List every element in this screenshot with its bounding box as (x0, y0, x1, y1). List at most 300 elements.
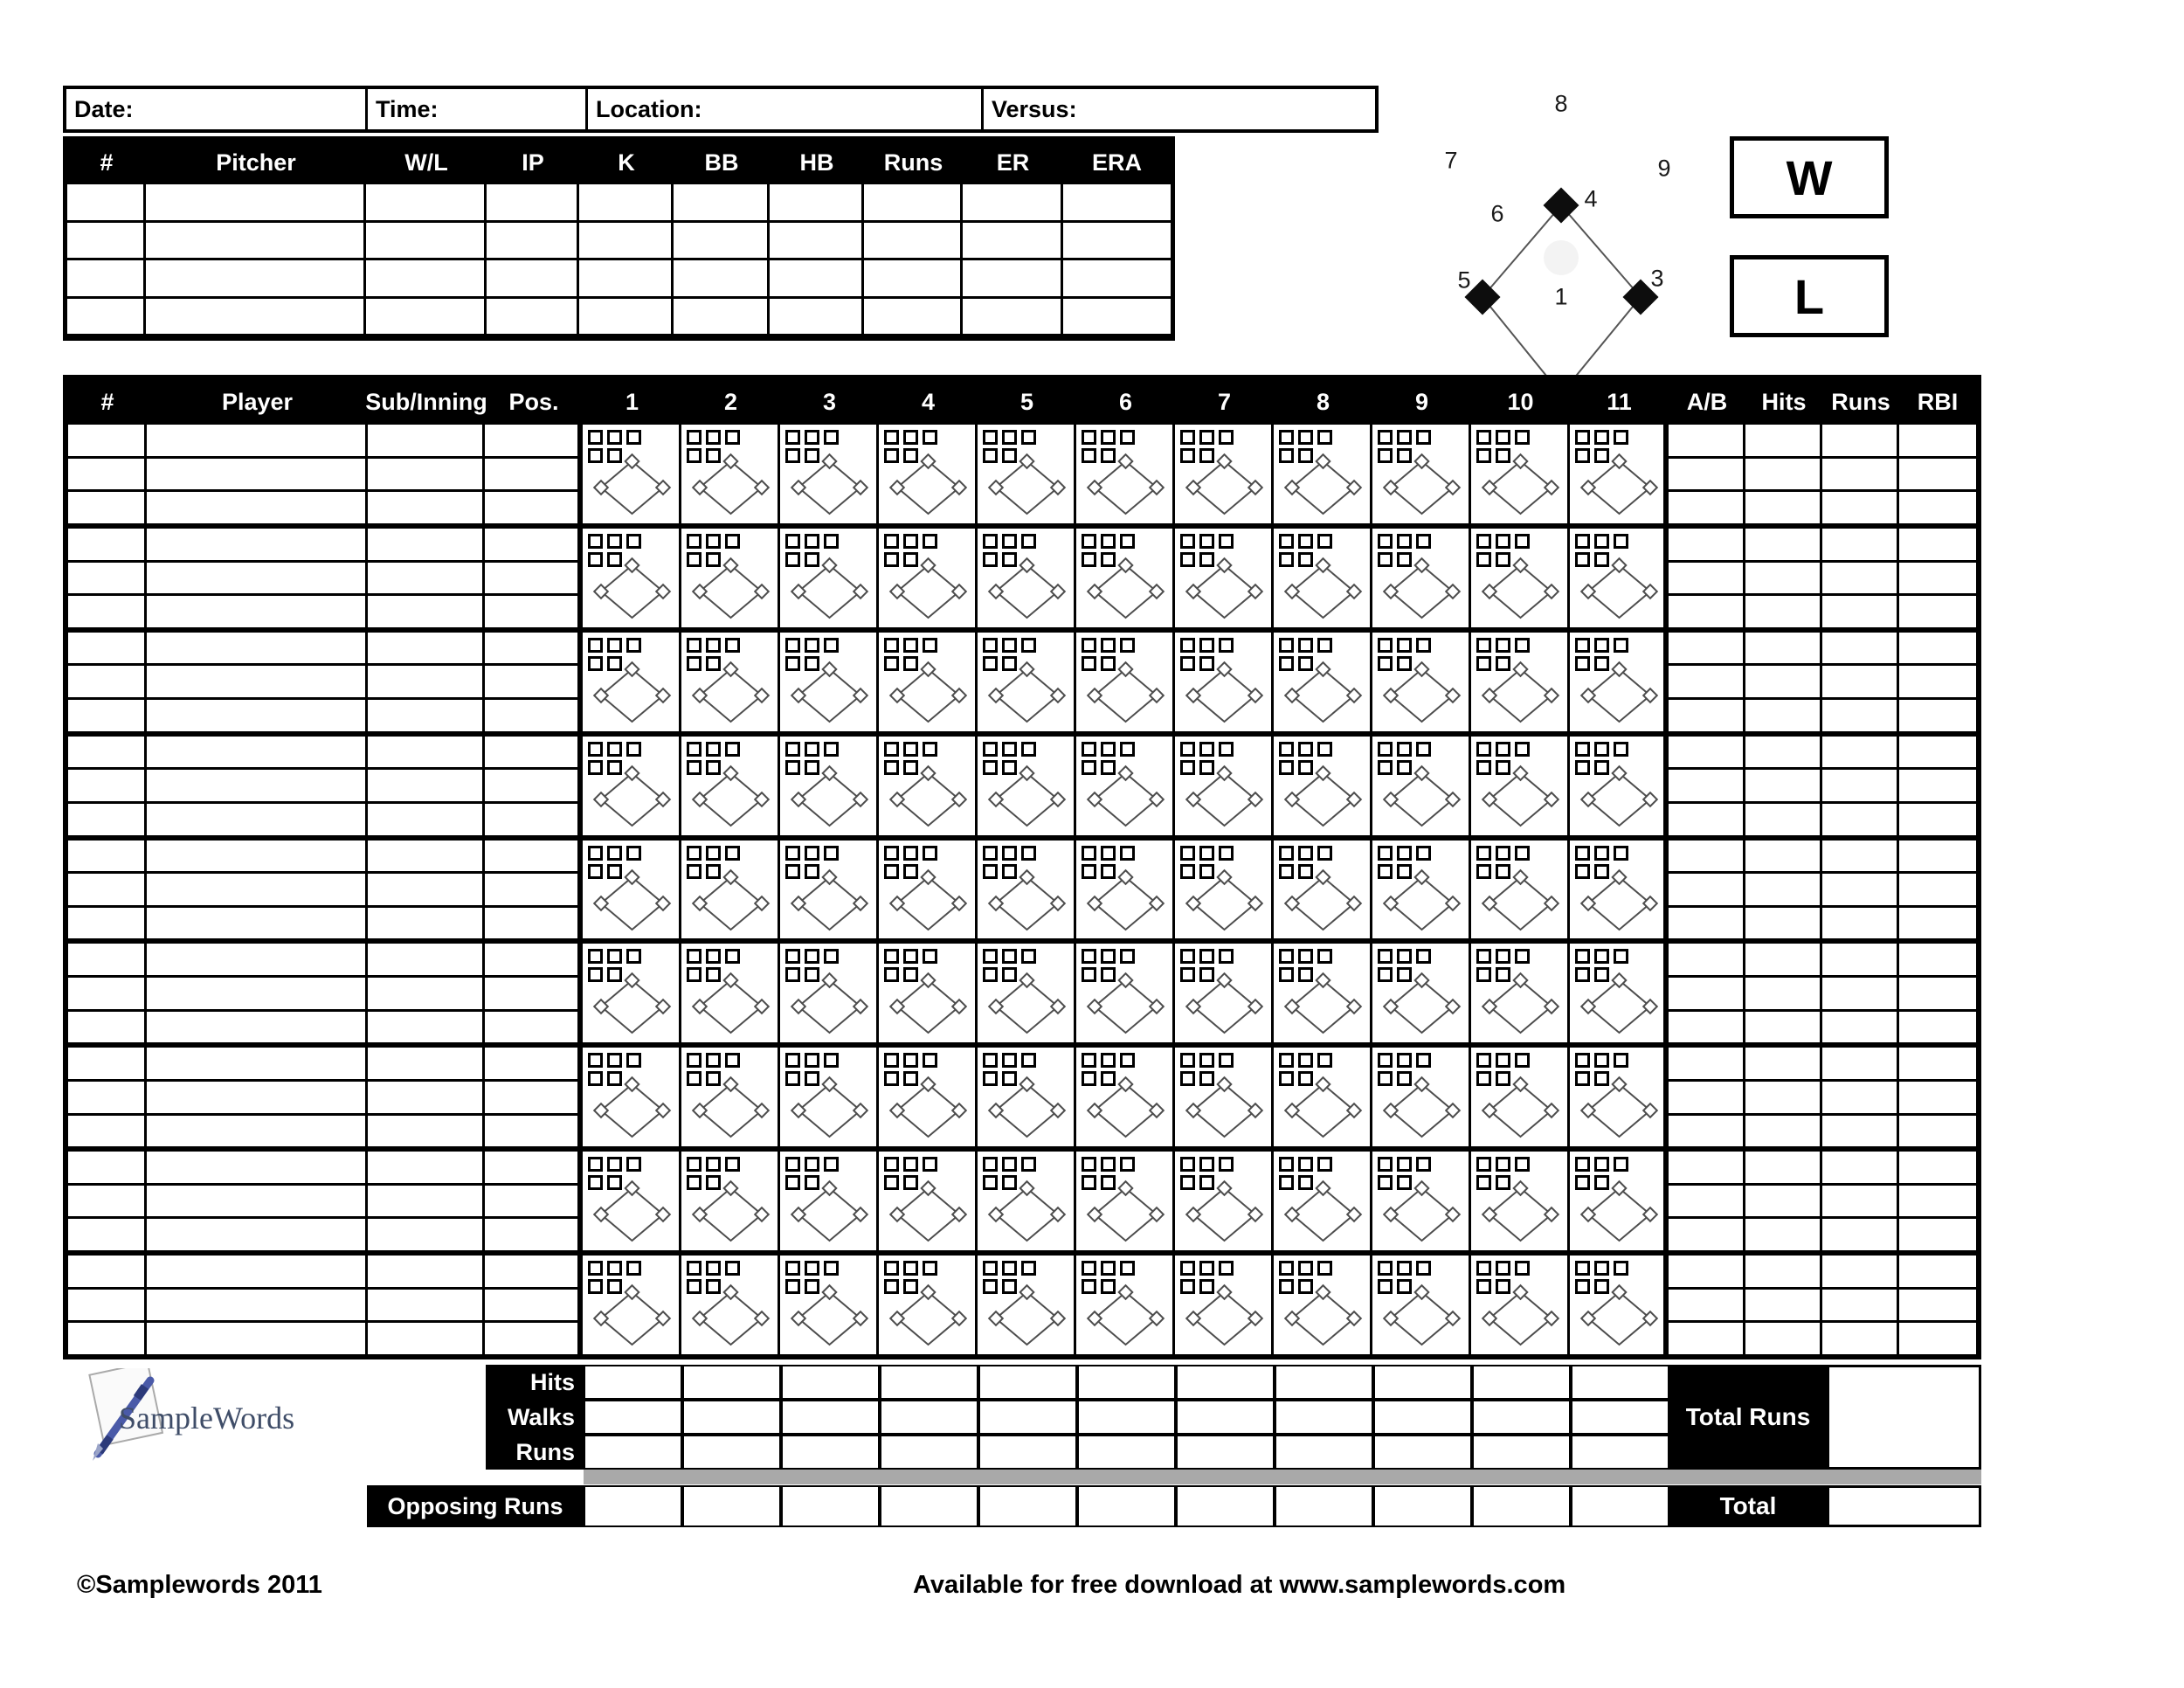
player-number-cell[interactable] (68, 874, 144, 908)
pitch-count-box[interactable] (588, 430, 603, 445)
pitch-count-box[interactable] (588, 1053, 603, 1068)
pitch-count-box[interactable] (706, 760, 721, 775)
pitcher-cell[interactable] (67, 299, 146, 337)
opposing-runs-cell[interactable] (1472, 1485, 1571, 1527)
pitch-count-box[interactable] (1101, 656, 1116, 671)
inning-scoring-cell[interactable] (583, 1152, 681, 1250)
player-name-cell[interactable] (147, 529, 365, 563)
at-bats-cell[interactable] (1669, 1290, 1743, 1324)
inning-summary-cell[interactable] (1176, 1435, 1275, 1470)
pitch-count-box[interactable] (1378, 552, 1393, 567)
inning-scoring-cell[interactable] (879, 1152, 978, 1250)
inning-summary-cell[interactable] (584, 1435, 682, 1470)
inning-summary-cell[interactable] (781, 1400, 880, 1435)
pitch-count-box[interactable] (1594, 846, 1609, 861)
player-name-cell[interactable] (147, 596, 365, 627)
inning-scoring-cell[interactable] (1076, 1152, 1175, 1250)
position-cell[interactable] (485, 563, 577, 597)
player-number-cell[interactable] (68, 1219, 144, 1250)
player-name-cell[interactable] (147, 1082, 365, 1116)
sub-inning-cell[interactable] (368, 633, 482, 667)
pitch-count-box[interactable] (903, 846, 918, 861)
hits-cell[interactable] (1745, 1219, 1820, 1250)
inning-scoring-cell[interactable] (978, 841, 1076, 939)
pitch-count-box[interactable] (1101, 430, 1116, 445)
pitch-count-box[interactable] (1594, 448, 1609, 463)
pitch-count-box[interactable] (1397, 1279, 1412, 1294)
inning-scoring-cell[interactable] (1372, 737, 1471, 835)
pitch-count-box[interactable] (626, 742, 641, 757)
pitcher-cell[interactable] (67, 223, 146, 261)
pitch-count-box[interactable] (983, 1053, 998, 1068)
player-name-cell[interactable] (147, 1186, 365, 1220)
pitch-count-box[interactable] (1002, 1053, 1017, 1068)
pitch-count-box[interactable] (785, 967, 800, 982)
inning-summary-cell[interactable] (1373, 1400, 1472, 1435)
pitch-count-box[interactable] (1021, 949, 1036, 964)
inning-scoring-cell[interactable] (1372, 841, 1471, 939)
pitch-count-box[interactable] (1378, 967, 1393, 982)
pitch-count-box[interactable] (1002, 742, 1017, 757)
pitch-count-box[interactable] (1575, 638, 1590, 653)
pitch-count-box[interactable] (1120, 742, 1135, 757)
pitch-count-box[interactable] (1317, 534, 1332, 549)
pitch-count-box[interactable] (1180, 864, 1195, 879)
player-number-cell[interactable] (68, 1048, 144, 1082)
pitch-count-box[interactable] (884, 1175, 899, 1190)
pitch-count-box[interactable] (1378, 742, 1393, 757)
pitch-count-box[interactable] (1397, 534, 1412, 549)
pitch-count-box[interactable] (1279, 864, 1294, 879)
inning-summary-cell[interactable] (1077, 1400, 1176, 1435)
player-name-cell[interactable] (147, 492, 365, 523)
pitch-count-box[interactable] (1575, 864, 1590, 879)
pitch-count-box[interactable] (1002, 967, 1017, 982)
runs-cell[interactable] (1822, 978, 1897, 1012)
pitch-count-box[interactable] (1101, 1053, 1116, 1068)
pitch-count-box[interactable] (588, 534, 603, 549)
position-cell[interactable] (485, 596, 577, 627)
pitch-count-box[interactable] (1378, 1071, 1393, 1086)
inning-summary-cell[interactable] (1275, 1435, 1373, 1470)
rbi-cell[interactable] (1899, 1012, 1976, 1043)
pitch-count-box[interactable] (805, 1157, 819, 1172)
pitch-count-box[interactable] (1476, 742, 1491, 757)
pitch-count-box[interactable] (1101, 534, 1116, 549)
pitch-count-box[interactable] (1496, 949, 1510, 964)
sub-inning-cell[interactable] (368, 529, 482, 563)
pitch-count-box[interactable] (1416, 949, 1431, 964)
inning-scoring-cell[interactable] (681, 1256, 780, 1354)
pitch-count-box[interactable] (1614, 949, 1628, 964)
pitch-count-box[interactable] (1397, 552, 1412, 567)
inning-scoring-cell[interactable] (1274, 737, 1372, 835)
pitch-count-box[interactable] (1515, 1157, 1530, 1172)
pitch-count-box[interactable] (588, 1071, 603, 1086)
inning-summary-cell[interactable] (1571, 1365, 1669, 1400)
pitch-count-box[interactable] (1378, 1175, 1393, 1190)
at-bats-cell[interactable] (1669, 596, 1743, 627)
pitch-count-box[interactable] (1219, 949, 1234, 964)
pitch-count-box[interactable] (884, 1053, 899, 1068)
at-bats-cell[interactable] (1669, 737, 1743, 771)
opposing-runs-cell[interactable] (584, 1485, 682, 1527)
pitch-count-box[interactable] (1594, 1279, 1609, 1294)
inning-scoring-cell[interactable] (1274, 1048, 1372, 1146)
inning-scoring-cell[interactable] (1570, 529, 1669, 627)
pitch-count-box[interactable] (1199, 760, 1214, 775)
pitch-count-box[interactable] (1279, 967, 1294, 982)
pitch-count-box[interactable] (1120, 534, 1135, 549)
pitch-count-box[interactable] (1082, 534, 1096, 549)
pitch-count-box[interactable] (607, 1053, 622, 1068)
hits-cell[interactable] (1745, 874, 1820, 908)
player-number-cell[interactable] (68, 978, 144, 1012)
pitch-count-box[interactable] (706, 656, 721, 671)
hits-cell[interactable] (1745, 529, 1820, 563)
pitch-count-box[interactable] (607, 656, 622, 671)
pitch-count-box[interactable] (1082, 742, 1096, 757)
player-number-cell[interactable] (68, 633, 144, 667)
inning-scoring-cell[interactable] (681, 1048, 780, 1146)
inning-scoring-cell[interactable] (780, 633, 879, 731)
pitch-count-box[interactable] (1298, 760, 1313, 775)
player-number-cell[interactable] (68, 1290, 144, 1324)
sub-inning-cell[interactable] (368, 804, 482, 835)
pitch-count-box[interactable] (903, 1071, 918, 1086)
player-number-cell[interactable] (68, 529, 144, 563)
pitch-count-box[interactable] (1101, 846, 1116, 861)
position-cell[interactable] (485, 1116, 577, 1147)
pitch-count-box[interactable] (1594, 1261, 1609, 1276)
inning-scoring-cell[interactable] (1471, 1256, 1570, 1354)
time-field[interactable] (368, 89, 588, 129)
player-name-cell[interactable] (147, 1152, 365, 1186)
player-number-cell[interactable] (68, 1116, 144, 1147)
player-name-cell[interactable] (147, 1323, 365, 1354)
runs-cell[interactable] (1822, 1012, 1897, 1043)
versus-field[interactable] (984, 89, 1375, 129)
pitch-count-box[interactable] (1101, 448, 1116, 463)
sub-inning-cell[interactable] (368, 666, 482, 700)
pitch-count-box[interactable] (1082, 1157, 1096, 1172)
pitch-count-box[interactable] (903, 1279, 918, 1294)
sub-inning-cell[interactable] (368, 737, 482, 771)
inning-scoring-cell[interactable] (780, 1256, 879, 1354)
rbi-cell[interactable] (1899, 1323, 1976, 1354)
position-cell[interactable] (485, 529, 577, 563)
hits-cell[interactable] (1745, 804, 1820, 835)
pitch-count-box[interactable] (1219, 1261, 1234, 1276)
inning-summary-cell[interactable] (682, 1365, 781, 1400)
pitch-count-box[interactable] (1180, 534, 1195, 549)
pitch-count-box[interactable] (903, 430, 918, 445)
pitcher-cell[interactable] (770, 260, 864, 299)
pitcher-cell[interactable] (146, 184, 366, 223)
inning-scoring-cell[interactable] (1372, 425, 1471, 523)
pitch-count-box[interactable] (1416, 1157, 1431, 1172)
pitch-count-box[interactable] (785, 1071, 800, 1086)
inning-scoring-cell[interactable] (583, 1256, 681, 1354)
pitch-count-box[interactable] (1298, 1053, 1313, 1068)
inning-scoring-cell[interactable] (780, 944, 879, 1042)
position-cell[interactable] (485, 944, 577, 978)
pitch-count-box[interactable] (1496, 864, 1510, 879)
pitch-count-box[interactable] (1397, 1071, 1412, 1086)
pitch-count-box[interactable] (1101, 967, 1116, 982)
pitch-count-box[interactable] (1298, 448, 1313, 463)
inning-summary-cell[interactable] (1275, 1400, 1373, 1435)
pitch-count-box[interactable] (1575, 1279, 1590, 1294)
inning-scoring-cell[interactable] (1076, 737, 1175, 835)
rbi-cell[interactable] (1899, 633, 1976, 667)
sub-inning-cell[interactable] (368, 459, 482, 493)
pitch-count-box[interactable] (1279, 1053, 1294, 1068)
pitch-count-box[interactable] (706, 552, 721, 567)
position-cell[interactable] (485, 1219, 577, 1250)
pitch-count-box[interactable] (824, 1053, 839, 1068)
position-cell[interactable] (485, 700, 577, 731)
pitch-count-box[interactable] (1279, 448, 1294, 463)
pitch-count-box[interactable] (1002, 534, 1017, 549)
sub-inning-cell[interactable] (368, 978, 482, 1012)
pitch-count-box[interactable] (1120, 1261, 1135, 1276)
inning-scoring-cell[interactable] (1175, 633, 1274, 731)
pitch-count-box[interactable] (923, 846, 937, 861)
pitch-count-box[interactable] (725, 430, 740, 445)
pitch-count-box[interactable] (1298, 552, 1313, 567)
pitch-count-box[interactable] (607, 760, 622, 775)
pitch-count-box[interactable] (1199, 864, 1214, 879)
pitch-count-box[interactable] (1199, 1053, 1214, 1068)
hits-cell[interactable] (1745, 1152, 1820, 1186)
pitch-count-box[interactable] (588, 760, 603, 775)
pitcher-cell[interactable] (770, 184, 864, 223)
pitch-count-box[interactable] (706, 967, 721, 982)
pitch-count-box[interactable] (588, 638, 603, 653)
pitch-count-box[interactable] (588, 967, 603, 982)
runs-cell[interactable] (1822, 944, 1897, 978)
pitch-count-box[interactable] (1496, 846, 1510, 861)
pitch-count-box[interactable] (785, 1053, 800, 1068)
pitch-count-box[interactable] (923, 430, 937, 445)
pitch-count-box[interactable] (1002, 846, 1017, 861)
player-number-cell[interactable] (68, 459, 144, 493)
pitch-count-box[interactable] (1575, 760, 1590, 775)
pitch-count-box[interactable] (785, 864, 800, 879)
pitch-count-box[interactable] (1180, 949, 1195, 964)
pitch-count-box[interactable] (687, 742, 702, 757)
player-number-cell[interactable] (68, 804, 144, 835)
pitch-count-box[interactable] (1082, 448, 1096, 463)
runs-cell[interactable] (1822, 874, 1897, 908)
pitch-count-box[interactable] (1279, 656, 1294, 671)
pitch-count-box[interactable] (785, 1261, 800, 1276)
inning-scoring-cell[interactable] (583, 633, 681, 731)
pitch-count-box[interactable] (1594, 1071, 1609, 1086)
sub-inning-cell[interactable] (368, 596, 482, 627)
pitch-count-box[interactable] (1416, 742, 1431, 757)
inning-scoring-cell[interactable] (681, 425, 780, 523)
pitch-count-box[interactable] (884, 864, 899, 879)
sub-inning-cell[interactable] (368, 700, 482, 731)
pitch-count-box[interactable] (1378, 1261, 1393, 1276)
inning-scoring-cell[interactable] (978, 1256, 1076, 1354)
pitch-count-box[interactable] (1279, 552, 1294, 567)
inning-scoring-cell[interactable] (978, 633, 1076, 731)
pitch-count-box[interactable] (706, 1261, 721, 1276)
pitch-count-box[interactable] (1476, 638, 1491, 653)
player-number-cell[interactable] (68, 492, 144, 523)
player-name-cell[interactable] (147, 737, 365, 771)
inning-summary-cell[interactable] (1571, 1435, 1669, 1470)
pitch-count-box[interactable] (1002, 760, 1017, 775)
inning-scoring-cell[interactable] (1175, 425, 1274, 523)
position-cell[interactable] (485, 1186, 577, 1220)
at-bats-cell[interactable] (1669, 563, 1743, 597)
pitch-count-box[interactable] (687, 1053, 702, 1068)
inning-scoring-cell[interactable] (1570, 633, 1669, 731)
pitch-count-box[interactable] (1082, 846, 1096, 861)
inning-scoring-cell[interactable] (1175, 737, 1274, 835)
player-name-cell[interactable] (147, 804, 365, 835)
pitch-count-box[interactable] (706, 949, 721, 964)
pitch-count-box[interactable] (1279, 534, 1294, 549)
opposing-runs-cell[interactable] (1077, 1485, 1176, 1527)
pitch-count-box[interactable] (1002, 1261, 1017, 1276)
pitch-count-box[interactable] (1101, 742, 1116, 757)
pitch-count-box[interactable] (903, 552, 918, 567)
position-cell[interactable] (485, 459, 577, 493)
at-bats-cell[interactable] (1669, 1186, 1743, 1220)
opposing-runs-cell[interactable] (880, 1485, 978, 1527)
pitch-count-box[interactable] (706, 1157, 721, 1172)
pitch-count-box[interactable] (1298, 846, 1313, 861)
pitch-count-box[interactable] (1279, 846, 1294, 861)
inning-scoring-cell[interactable] (1570, 737, 1669, 835)
pitcher-cell[interactable] (579, 260, 674, 299)
pitch-count-box[interactable] (1219, 1053, 1234, 1068)
hits-cell[interactable] (1745, 1323, 1820, 1354)
pitch-count-box[interactable] (983, 742, 998, 757)
pitch-count-box[interactable] (706, 742, 721, 757)
inning-scoring-cell[interactable] (583, 1048, 681, 1146)
pitch-count-box[interactable] (983, 864, 998, 879)
inning-summary-cell[interactable] (1571, 1400, 1669, 1435)
pitch-count-box[interactable] (983, 760, 998, 775)
player-number-cell[interactable] (68, 666, 144, 700)
inning-scoring-cell[interactable] (1274, 1152, 1372, 1250)
pitch-count-box[interactable] (785, 534, 800, 549)
pitch-count-box[interactable] (884, 1071, 899, 1086)
pitch-count-box[interactable] (725, 534, 740, 549)
sub-inning-cell[interactable] (368, 1256, 482, 1290)
pitcher-cell[interactable] (1063, 223, 1171, 261)
pitcher-cell[interactable] (146, 299, 366, 337)
hits-cell[interactable] (1745, 841, 1820, 875)
pitcher-cell[interactable] (579, 184, 674, 223)
pitch-count-box[interactable] (687, 656, 702, 671)
pitch-count-box[interactable] (1199, 949, 1214, 964)
rbi-cell[interactable] (1899, 666, 1976, 700)
pitch-count-box[interactable] (1298, 742, 1313, 757)
sub-inning-cell[interactable] (368, 1012, 482, 1043)
pitch-count-box[interactable] (1180, 742, 1195, 757)
player-name-cell[interactable] (147, 1219, 365, 1250)
pitch-count-box[interactable] (706, 1053, 721, 1068)
player-number-cell[interactable] (68, 700, 144, 731)
pitch-count-box[interactable] (725, 1261, 740, 1276)
pitch-count-box[interactable] (687, 534, 702, 549)
pitch-count-box[interactable] (1476, 967, 1491, 982)
position-cell[interactable] (485, 633, 577, 667)
pitch-count-box[interactable] (607, 967, 622, 982)
player-number-cell[interactable] (68, 1152, 144, 1186)
pitch-count-box[interactable] (1476, 552, 1491, 567)
pitch-count-box[interactable] (1298, 1261, 1313, 1276)
runs-cell[interactable] (1822, 1290, 1897, 1324)
pitch-count-box[interactable] (1397, 760, 1412, 775)
pitch-count-box[interactable] (1397, 967, 1412, 982)
player-name-cell[interactable] (147, 700, 365, 731)
pitch-count-box[interactable] (1002, 430, 1017, 445)
pitch-count-box[interactable] (687, 1175, 702, 1190)
player-name-cell[interactable] (147, 770, 365, 804)
inning-summary-cell[interactable] (781, 1435, 880, 1470)
hits-cell[interactable] (1745, 1116, 1820, 1147)
pitch-count-box[interactable] (903, 1157, 918, 1172)
inning-scoring-cell[interactable] (583, 425, 681, 523)
pitch-count-box[interactable] (687, 448, 702, 463)
at-bats-cell[interactable] (1669, 908, 1743, 939)
player-number-cell[interactable] (68, 944, 144, 978)
pitch-count-box[interactable] (824, 949, 839, 964)
pitch-count-box[interactable] (805, 1279, 819, 1294)
pitch-count-box[interactable] (1021, 1053, 1036, 1068)
inning-summary-cell[interactable] (584, 1400, 682, 1435)
pitch-count-box[interactable] (983, 949, 998, 964)
runs-cell[interactable] (1822, 737, 1897, 771)
pitch-count-box[interactable] (1496, 1157, 1510, 1172)
player-name-cell[interactable] (147, 944, 365, 978)
pitch-count-box[interactable] (1082, 430, 1096, 445)
runs-cell[interactable] (1822, 666, 1897, 700)
at-bats-cell[interactable] (1669, 874, 1743, 908)
pitch-count-box[interactable] (824, 430, 839, 445)
pitch-count-box[interactable] (983, 1071, 998, 1086)
inning-scoring-cell[interactable] (879, 1256, 978, 1354)
pitch-count-box[interactable] (1101, 1279, 1116, 1294)
rbi-cell[interactable] (1899, 908, 1976, 939)
player-number-cell[interactable] (68, 770, 144, 804)
player-name-cell[interactable] (147, 633, 365, 667)
pitch-count-box[interactable] (785, 742, 800, 757)
pitch-count-box[interactable] (1002, 1157, 1017, 1172)
pitch-count-box[interactable] (1614, 1157, 1628, 1172)
pitch-count-box[interactable] (607, 1071, 622, 1086)
total-value-cell[interactable] (1827, 1485, 1981, 1527)
inning-summary-cell[interactable] (978, 1435, 1077, 1470)
pitch-count-box[interactable] (607, 1175, 622, 1190)
pitch-count-box[interactable] (1594, 1175, 1609, 1190)
sub-inning-cell[interactable] (368, 841, 482, 875)
player-name-cell[interactable] (147, 874, 365, 908)
pitch-count-box[interactable] (1199, 448, 1214, 463)
pitch-count-box[interactable] (1101, 552, 1116, 567)
inning-scoring-cell[interactable] (1076, 841, 1175, 939)
pitch-count-box[interactable] (1515, 1053, 1530, 1068)
pitch-count-box[interactable] (983, 967, 998, 982)
